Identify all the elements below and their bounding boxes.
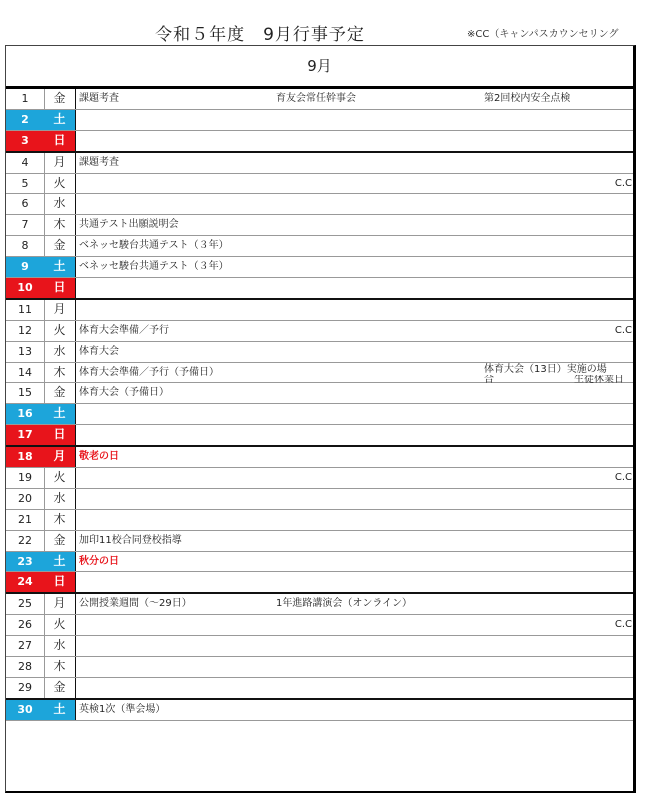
day-row	[6, 131, 633, 153]
event-text: 1年進路講演会（オンライン）	[276, 598, 413, 610]
day-row	[6, 215, 633, 236]
day-row	[6, 89, 633, 110]
day-of-week: 火	[44, 321, 76, 341]
day-number: 24	[6, 572, 45, 592]
day-of-week: 木	[44, 657, 76, 677]
day-row	[6, 257, 633, 278]
day-of-week: 土	[44, 700, 76, 720]
day-of-week: 水	[44, 489, 76, 509]
day-row	[6, 174, 633, 195]
day-number: 2	[6, 110, 45, 130]
day-of-week: 水	[44, 342, 76, 362]
day-row	[6, 657, 633, 678]
day-row	[6, 383, 633, 404]
day-of-week: 木	[44, 363, 76, 383]
day-number: 13	[6, 342, 45, 362]
day-row	[6, 468, 633, 489]
event-text: 体育大会（予備日）	[79, 387, 169, 399]
event-text: 英検1次（準会場）	[79, 703, 166, 715]
day-row	[6, 636, 633, 657]
day-row	[6, 552, 633, 573]
day-of-week: 金	[44, 531, 76, 551]
day-number: 25	[6, 594, 45, 614]
day-number: 29	[6, 678, 45, 698]
event-text: 加印11校合同登校指導	[79, 534, 182, 546]
day-of-week: 火	[44, 468, 76, 488]
day-of-week: 火	[44, 615, 76, 635]
cc-marker: C.C	[614, 472, 632, 484]
day-of-week: 月	[44, 594, 76, 614]
event-text: 育友会常任幹事会	[276, 93, 356, 104]
event-text: 共通テスト出願説明会	[79, 219, 179, 231]
day-number: 11	[6, 300, 45, 320]
day-of-week: 日	[44, 131, 76, 151]
schedule-rows	[6, 89, 633, 721]
event-text: 体育大会準備／予行	[79, 324, 169, 336]
day-of-week: 日	[44, 572, 76, 592]
cc-note: ※CC（キャンパスカウンセリング	[467, 29, 619, 40]
sports-day-note	[484, 365, 634, 385]
event-text: 第2回校内安全点検	[484, 93, 571, 104]
day-row	[6, 194, 633, 215]
day-number: 6	[6, 194, 45, 214]
event-text: ベネッセ駿台共通テスト（３年）	[79, 261, 229, 273]
cc-marker: C.C	[614, 324, 632, 336]
day-row	[6, 321, 633, 342]
day-of-week: 土	[44, 552, 76, 572]
day-of-week: 金	[44, 89, 76, 109]
event-text: ベネッセ駿台共通テスト（３年）	[79, 240, 229, 252]
day-number: 23	[6, 552, 45, 572]
day-of-week: 金	[44, 383, 76, 403]
day-number: 16	[6, 404, 45, 424]
day-number: 27	[6, 636, 45, 656]
day-of-week: 金	[44, 678, 76, 698]
day-of-week: 水	[44, 194, 76, 214]
day-number: 9	[6, 257, 45, 277]
day-row	[6, 531, 633, 552]
day-row	[6, 678, 633, 700]
day-of-week: 土	[44, 257, 76, 277]
day-number: 10	[6, 278, 45, 298]
day-row	[6, 153, 633, 174]
day-number: 22	[6, 531, 45, 551]
event-text: 公開授業週間（～29日）	[79, 598, 192, 610]
day-number: 28	[6, 657, 45, 677]
day-row	[6, 110, 633, 131]
day-row	[6, 342, 633, 363]
page-title: 令和５年度 9月行事予定	[155, 25, 365, 45]
day-of-week: 水	[44, 636, 76, 656]
day-row	[6, 615, 633, 636]
day-row	[6, 700, 633, 721]
day-row	[6, 404, 633, 425]
day-row	[6, 447, 633, 468]
event-text: 課題考査	[79, 93, 119, 104]
day-number: 7	[6, 215, 45, 235]
day-number: 14	[6, 363, 45, 383]
event-text: 敬老の日	[79, 451, 119, 463]
day-row	[6, 300, 633, 321]
day-number: 3	[6, 131, 45, 151]
day-row	[6, 572, 633, 594]
day-row	[6, 510, 633, 531]
cc-marker: C.C	[614, 619, 632, 631]
event-text: 体育大会	[79, 345, 119, 357]
event-text: 体育大会準備／予行（予備日）	[79, 366, 219, 378]
day-row	[6, 425, 633, 447]
day-of-week: 日	[44, 278, 76, 298]
event-text: 課題考査	[79, 156, 119, 168]
day-row	[6, 236, 633, 257]
day-number: 5	[6, 174, 45, 194]
day-row	[6, 594, 633, 615]
day-number: 20	[6, 489, 45, 509]
day-of-week: 火	[44, 174, 76, 194]
day-number: 4	[6, 153, 45, 173]
sports-day-note-line2: 合 生徒休業日	[484, 374, 624, 385]
day-of-week: 月	[44, 447, 76, 467]
day-row	[6, 278, 633, 300]
sports-day-note-line1: 体育大会（13日）実施の場	[484, 363, 607, 375]
day-row	[6, 489, 633, 510]
day-number: 26	[6, 615, 45, 635]
day-number: 21	[6, 510, 45, 530]
day-number: 8	[6, 236, 45, 256]
month-header: 9月	[6, 46, 633, 89]
day-of-week: 日	[44, 425, 76, 445]
day-of-week: 木	[44, 510, 76, 530]
event-text: 秋分の日	[79, 555, 119, 567]
day-of-week: 金	[44, 236, 76, 256]
cc-marker: C.C	[614, 177, 632, 189]
day-of-week: 月	[44, 153, 76, 173]
day-of-week: 木	[44, 215, 76, 235]
schedule-table	[5, 45, 636, 793]
day-number: 18	[6, 447, 45, 467]
day-of-week: 土	[44, 110, 76, 130]
day-row	[6, 363, 633, 384]
day-number: 15	[6, 383, 45, 403]
day-number: 1	[6, 89, 45, 109]
day-number: 17	[6, 425, 45, 445]
day-number: 12	[6, 321, 45, 341]
day-of-week: 月	[44, 300, 76, 320]
day-number: 30	[6, 700, 45, 720]
day-of-week: 土	[44, 404, 76, 424]
day-number: 19	[6, 468, 45, 488]
